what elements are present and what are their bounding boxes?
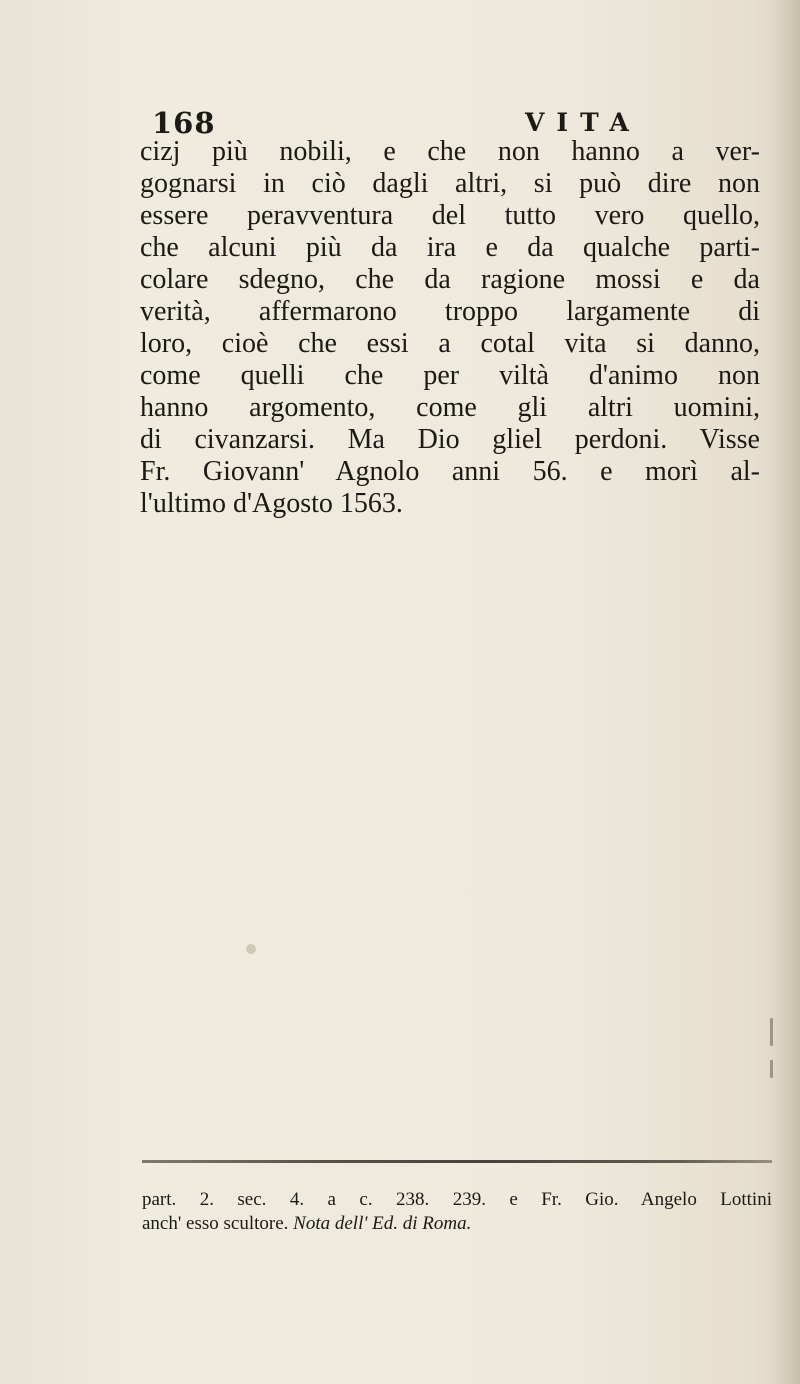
footnote-rule [142, 1160, 772, 1163]
footnote-editor-note: Nota dell' Ed. di Roma. [293, 1213, 472, 1234]
text-line: l'ultimo d'Agosto 1563. [140, 488, 403, 519]
paper-speck [770, 1060, 773, 1078]
text-line: colare sdegno, che da ragione mossi e da [140, 264, 760, 295]
footnote-line: part. 2. sec. 4. a c. 238. 239. e Fr. Gio. Angelo Lottini [142, 1189, 772, 1210]
paper-speck [770, 1018, 773, 1046]
body-text [140, 136, 760, 520]
text-line: come quelli che per viltà d'animo non [140, 360, 760, 391]
footnote-line [142, 1212, 772, 1236]
footnote-text: anch' esso scultore. [142, 1213, 294, 1234]
page-edge-shadow [774, 0, 800, 1384]
text-line: verità, affermarono troppo largamente di [140, 296, 760, 327]
text-line: hanno argomento, come gli altri uomini, [140, 392, 760, 423]
text-line: loro, cioè che essi a cotal vita si danno, [140, 328, 760, 359]
text-line: cizj più nobili, e che non hanno a ver- [140, 136, 760, 167]
text-line: essere peravventura del tutto vero quello, [140, 200, 760, 231]
text-line: che alcuni più da ira e da qualche parti- [140, 232, 760, 263]
running-title: VITA [525, 108, 641, 137]
footnote [142, 1188, 772, 1236]
page-number: 168 [152, 106, 216, 140]
text-line: Fr. Giovann' Agnolo anni 56. e morì al- [140, 456, 760, 487]
paper-speck [246, 944, 256, 954]
text-line: gognarsi in ciò dagli altri, si può dire non [140, 168, 760, 199]
text-line: di civanzarsi. Ma Dio gliel perdoni. Visse [140, 424, 760, 455]
